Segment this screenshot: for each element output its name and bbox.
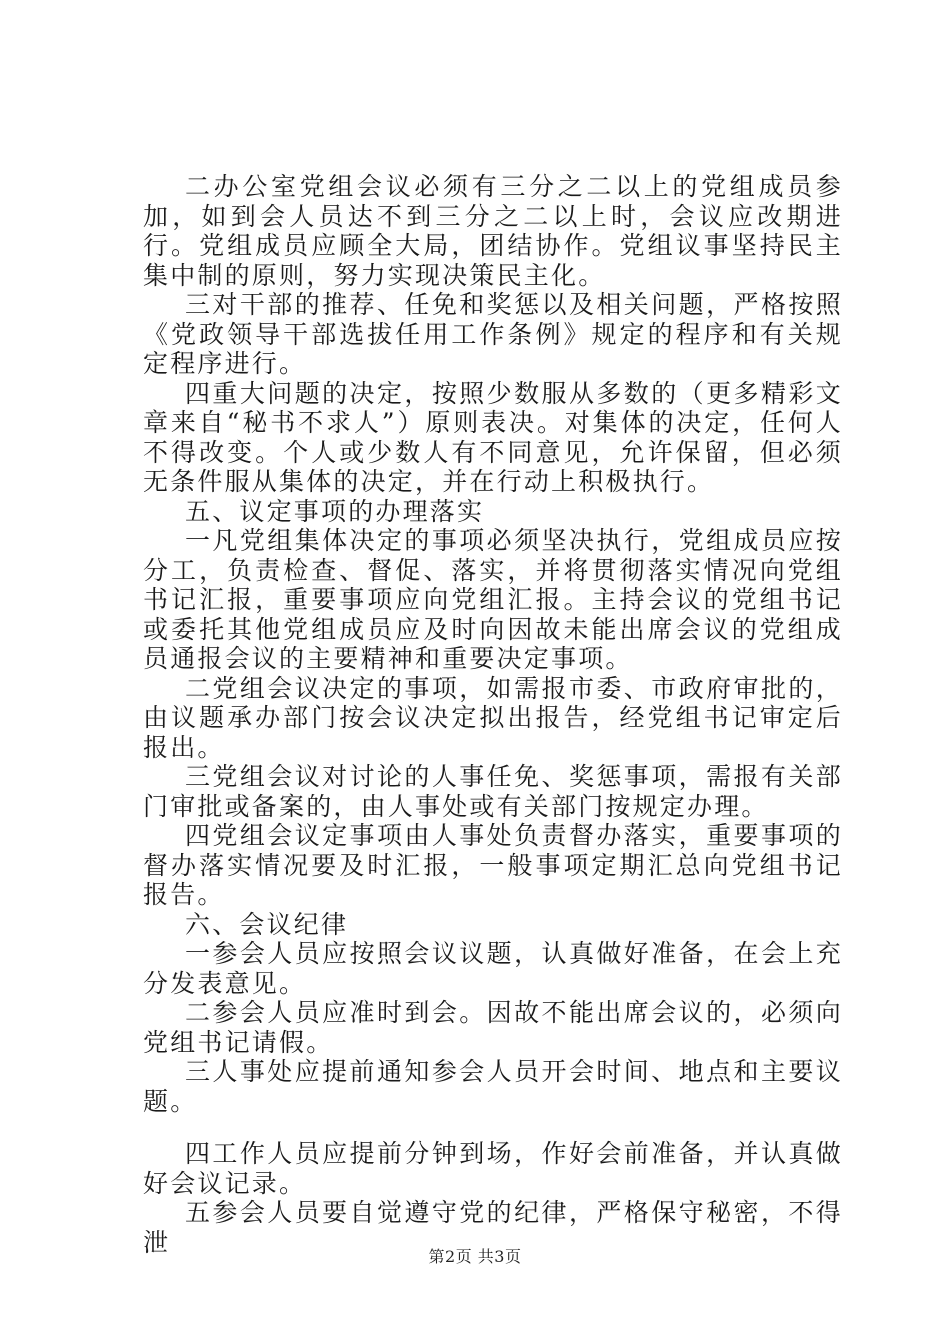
paragraph-discipline-3: 三人事处应提前通知参会人员开会时间、地点和主要议题。 [143, 1057, 843, 1116]
section-heading-discipline: 六、会议纪律 [185, 909, 349, 939]
page-number-label: 第2页 共3页 [428, 1247, 522, 1266]
paragraph-discipline-2: 二参会人员应准时到会。因故不能出席会议的，必须向党组书记请假。 [143, 998, 843, 1057]
paragraph-implementation-2: 二党组会议决定的事项，如需报市委、市政府审批的，由议题承办部门按会议决定拟出报告，经党组书记审定后报出。 [143, 673, 843, 762]
paragraph-discipline-5: 五参会人员要自觉遵守党的纪律，严格保守秘密，不得泄 [143, 1198, 843, 1257]
paragraph-meeting-quorum: 二办公室党组会议必须有三分之二以上的党组成员参加，如到会人员达不到三分之二以上时，会议应改期进行。党组成员应顾全大局，团结协作。党组议事坚持民主集中制的原则，努力实现决策民主化。 [143, 172, 843, 290]
section-heading-implementation: 五、议定事项的办理落实 [185, 496, 485, 526]
paragraph-major-decisions: 四重大问题的决定，按照少数服从多数的（更多精彩文章来自“秘书不求人”）原则表决。对集体的决定，任何人不得改变。个人或少数人有不同意见，允许保留，但必须无条件服从集体的决定，并在行动上积极执行。 [143, 378, 843, 496]
document-body [143, 172, 843, 1257]
paragraph-implementation-4: 四党组会议定事项由人事处负责督办落实，重要事项的督办落实情况要及时汇报，一般事项定期汇总向党组书记报告。 [143, 821, 843, 909]
page-footer [0, 1244, 950, 1267]
paragraph-implementation-3: 三党组会议对讨论的人事任免、奖惩事项，需报有关部门审批或备案的，由人事处或有关部门按规定办理。 [143, 762, 843, 821]
paragraph-implementation-1: 一凡党组集体决定的事项必须坚决执行，党组成员应按分工，负责检查、督促、落实，并将贯彻落实情况向党组书记汇报，重要事项应向党组汇报。主持会议的党组书记或委托其他党组成员应及时向因故未能出席会议的党组成员通报会议的主要精神和重要决定事项。 [143, 526, 843, 673]
paragraph-discipline-4: 四工作人员应提前分钟到场，作好会前准备，并认真做好会议记录。 [143, 1139, 843, 1198]
paragraph-discipline-1: 一参会人员应按照会议议题，认真做好准备，在会上充分发表意见。 [143, 939, 843, 998]
paragraph-cadre-appointment: 三对干部的推荐、任免和奖惩以及相关问题，严格按照《党政领导干部选拔任用工作条例》规定的程序和有关规定程序进行。 [143, 290, 843, 378]
